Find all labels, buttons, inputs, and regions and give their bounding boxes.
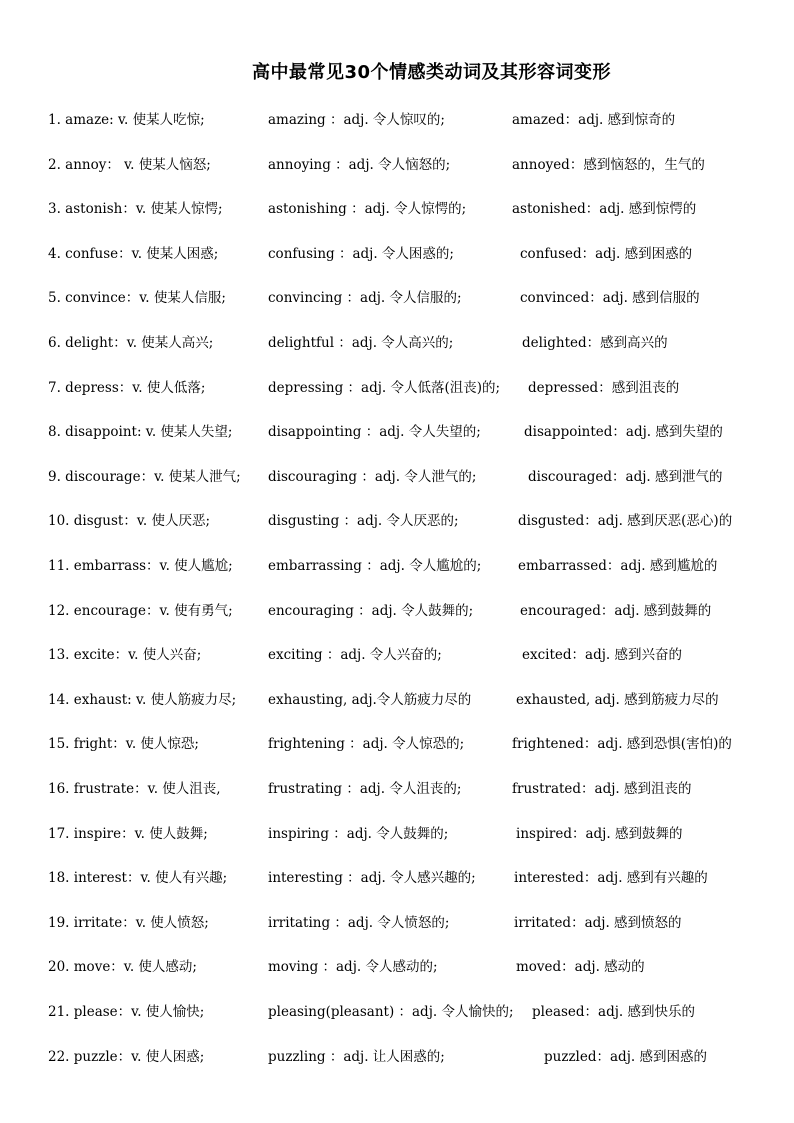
ing-adjective: discouraging ：adj. 令人泄气的; — [268, 468, 477, 485]
ed-adjective: astonished：adj. 感到惊愕的 — [512, 201, 697, 218]
ing-adjective: encouraging ：adj. 令人鼓舞的; — [268, 602, 474, 619]
verb-definition: 14. exhaust: v. 使人筋疲力尽; — [48, 691, 237, 708]
list-item — [0, 420, 794, 444]
ed-adjective: delighted：感到高兴的 — [522, 335, 668, 351]
ing-adjective: frustrating ：adj. 令人沮丧的; — [268, 781, 462, 797]
list-item — [0, 465, 794, 489]
ing-adjective: pleasing(pleasant) ：adj. 令人愉快的; — [268, 1004, 514, 1020]
verb-definition: 6. delight：v. 使某人高兴; — [48, 335, 214, 351]
ing-adjective: irritating ：adj. 令人愤怒的; — [268, 914, 450, 931]
list-item — [0, 197, 794, 221]
ed-adjective: annoyed：感到恼怒的，生气的 — [512, 156, 705, 173]
verb-definition: 7. depress：v. 使人低落; — [48, 379, 206, 396]
list-item — [0, 822, 794, 846]
ing-adjective: amazing ：adj. 令人惊叹的; — [268, 112, 445, 128]
list-item — [0, 509, 794, 533]
ed-adjective: disgusted：adj. 感到厌恶(恶心)的 — [518, 513, 733, 530]
verb-definition: 21. please：v. 使人愉快; — [48, 1004, 205, 1020]
ing-adjective: exhausting, adj.令人筋疲力尽的 — [268, 691, 472, 708]
verb-definition: 20. move：v. 使人感动; — [48, 959, 197, 976]
ed-adjective: pleased：adj. 感到快乐的 — [532, 1004, 696, 1020]
verb-definition: 18. interest：v. 使人有兴趣; — [48, 870, 228, 887]
verb-definition: 4. confuse：v. 使某人困惑; — [48, 245, 219, 262]
ed-adjective: embarrassed：adj. 感到尴尬的 — [518, 558, 718, 574]
ing-adjective: exciting ：adj. 令人兴奋的; — [268, 647, 442, 664]
ed-adjective: encouraged：adj. 感到鼓舞的 — [520, 602, 712, 619]
list-item — [0, 1000, 794, 1024]
list-item — [0, 286, 794, 310]
list-item — [0, 643, 794, 667]
ing-adjective: frightening ：adj. 令人惊恐的; — [268, 736, 465, 753]
ed-adjective: amazed：adj. 感到惊奇的 — [512, 112, 676, 128]
page-title: 高中最常见30个情感类动词及其形容词变形 — [252, 62, 612, 83]
list-item — [0, 955, 794, 979]
list-item — [0, 688, 794, 712]
list-item — [0, 554, 794, 578]
list-item — [0, 599, 794, 623]
verb-definition: 5. convince：v. 使某人信服; — [48, 290, 226, 307]
verb-definition: 9. discourage：v. 使某人泄气; — [48, 468, 241, 485]
ing-adjective: embarrassing ：adj. 令人尴尬的; — [268, 558, 482, 574]
ed-adjective: interested：adj. 感到有兴趣的 — [514, 870, 708, 887]
list-item — [0, 331, 794, 355]
ing-adjective: interesting ：adj. 令人感兴趣的; — [268, 870, 476, 887]
verb-definition: 17. inspire：v. 使人鼓舞; — [48, 825, 208, 842]
ed-adjective: discouraged：adj. 感到泄气的 — [528, 468, 723, 485]
ed-adjective: convinced：adj. 感到信服的 — [520, 290, 700, 307]
ed-adjective: frustrated：adj. 感到沮丧的 — [512, 781, 692, 797]
ing-adjective: confusing ：adj. 令人困惑的; — [268, 245, 454, 262]
verb-definition: 16. frustrate：v. 使人沮丧, — [48, 781, 221, 797]
verb-definition: 2. annoy： v. 使某人恼怒; — [48, 156, 211, 173]
verb-definition: 19. irritate：v. 使人愤怒; — [48, 914, 209, 931]
verb-definition: 3. astonish：v. 使某人惊愕; — [48, 201, 223, 218]
ing-adjective: puzzling ：adj. 让人困惑的; — [268, 1048, 445, 1065]
verb-definition: 11. embarrass：v. 使人尴尬; — [48, 558, 233, 574]
list-item — [0, 108, 794, 132]
ing-adjective: convincing ：adj. 令人信服的; — [268, 290, 462, 307]
ed-adjective: irritated：adj. 感到愤怒的 — [514, 914, 682, 931]
verb-definition: 1. amaze: v. 使某人吃惊; — [48, 112, 205, 128]
list-item — [0, 153, 794, 177]
ed-adjective: excited：adj. 感到兴奋的 — [522, 647, 682, 664]
verb-definition: 12. encourage：v. 使有勇气; — [48, 602, 233, 619]
ing-adjective: disappointing ：adj. 令人失望的; — [268, 424, 481, 441]
verb-definition: 8. disappoint: v. 使某人失望; — [48, 424, 233, 441]
ed-adjective: frightened：adj. 感到恐惧(害怕)的 — [512, 736, 732, 753]
ed-adjective: inspired：adj. 感到鼓舞的 — [516, 825, 683, 842]
list-item — [0, 866, 794, 890]
ed-adjective: confused：adj. 感到困惑的 — [520, 245, 693, 262]
ing-adjective: delightful ：adj. 令人高兴的; — [268, 335, 454, 351]
list-item — [0, 376, 794, 400]
list-item — [0, 911, 794, 935]
verb-definition: 15. fright：v. 使人惊恐; — [48, 736, 199, 753]
ed-adjective: puzzled：adj. 感到困惑的 — [544, 1048, 707, 1065]
verb-definition: 22. puzzle：v. 使人困惑; — [48, 1048, 205, 1065]
ing-adjective: depressing ：adj. 令人低落(沮丧)的; — [268, 379, 501, 396]
list-item — [0, 777, 794, 801]
ing-adjective: moving ：adj. 令人感动的; — [268, 959, 438, 976]
ing-adjective: disgusting ：adj. 令人厌恶的; — [268, 513, 459, 530]
list-item — [0, 732, 794, 756]
ed-adjective: depressed：感到沮丧的 — [528, 379, 680, 396]
ing-adjective: annoying ：adj. 令人恼怒的; — [268, 156, 451, 173]
ing-adjective: inspiring ：adj. 令人鼓舞的; — [268, 825, 449, 842]
ing-adjective: astonishing ：adj. 令人惊愕的; — [268, 201, 467, 218]
verb-definition: 10. disgust：v. 使人厌恶; — [48, 513, 210, 530]
list-item — [0, 242, 794, 266]
ed-adjective: exhausted, adj. 感到筋疲力尽的 — [516, 691, 719, 708]
ed-adjective: moved：adj. 感动的 — [516, 959, 645, 976]
list-item — [0, 1045, 794, 1069]
ed-adjective: disappointed：adj. 感到失望的 — [524, 424, 723, 441]
verb-definition: 13. excite：v. 使人兴奋; — [48, 647, 202, 664]
